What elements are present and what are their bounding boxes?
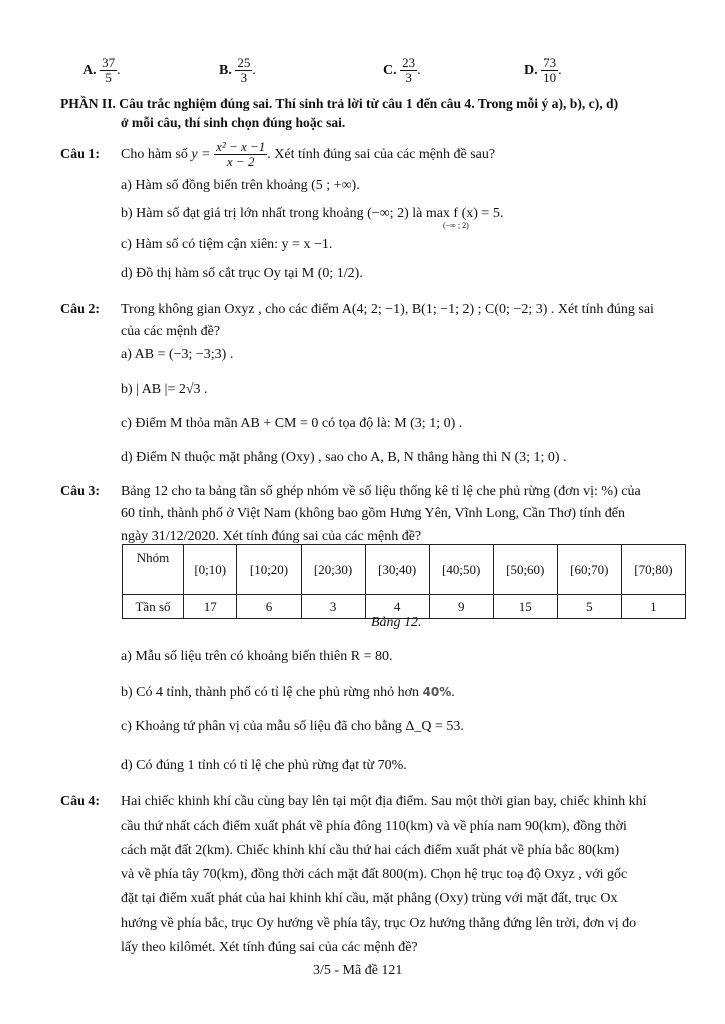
answer-b: B. $\frac{25}{3}$ . xyxy=(219,55,256,86)
q3-statement-c: c) Khoảng tứ phân vị của mẫu số liệu đã cho bằng Δ_Q = 53. xyxy=(121,719,464,734)
q1-statement-b-subscript: (−∞ ; 2) xyxy=(443,221,469,230)
table-group-cell: [50;60) xyxy=(493,545,557,595)
table-group-cell: [30;40) xyxy=(365,545,429,595)
q1-function-fraction: $\frac{\text{x² − x −1}}{x - 2}$ xyxy=(216,138,266,170)
q1-statement-a: a) Hàm số đồng biến trên khoảng (5 ; +∞). xyxy=(121,178,360,193)
answer-c-fraction: $\frac{23}{3}$ xyxy=(402,55,416,86)
q1-statement-c: c) Hàm số có tiệm cận xiên: y = x −1. xyxy=(121,237,333,252)
answer-a-fraction: $\frac{37}{5}$ xyxy=(102,55,116,86)
q1-intro-a: Cho hàm số xyxy=(121,147,188,162)
q1-label: Câu 1: xyxy=(60,147,101,162)
q1-intro: Cho hàm số y = $\frac{\text{x² − x −1}}{x - 2}$ . Xét tính đúng sai của các mệnh đề sau? xyxy=(121,138,496,170)
part2-title-line1: PHẦN II. Câu trắc nghiệm đúng sai. Thí sinh trả lời từ câu 1 đến câu 4. Trong mỗi ý a), b), c), d) xyxy=(60,96,619,111)
table-freq-cell: 4 xyxy=(365,595,429,619)
q2-line2: của các mệnh đề? xyxy=(121,324,221,339)
q3-label: Câu 3: xyxy=(60,484,101,499)
q2-statement-b: b) | AB |= 2√3 . xyxy=(121,382,208,397)
table-freq-cell: 5 xyxy=(557,595,621,619)
q4-line7: lấy theo kilômét. Xét tính đúng sai của các mệnh đề? xyxy=(121,940,418,955)
answer-d-letter: D. xyxy=(524,63,538,79)
answer-c: C. $\frac{23}{3}$ . xyxy=(383,55,421,86)
q2-statement-c: c) Điểm M thỏa mãn AB + CM = 0 có tọa độ là: M (3; 1; 0) . xyxy=(121,416,463,431)
q3-statement-b-end: . xyxy=(451,685,455,700)
answer-b-letter: B. xyxy=(219,63,232,79)
q3-statement-b-text: b) Có 4 tỉnh, thành phố có tỉ lệ che phủ rừng nhỏ hơn xyxy=(121,685,420,700)
table-header-nhom: Nhóm xyxy=(123,545,184,595)
q3-statement-b xyxy=(121,683,455,702)
table-group-cell: [10;20) xyxy=(237,545,301,595)
q4-line5: đặt tại điểm xuất phát của hai khinh khí cầu, mặt phẳng (Oxy) trùng với mặt đất, trục Ox xyxy=(121,891,618,906)
answer-d: D. $\frac{73}{10}$ . xyxy=(524,55,562,86)
q1-statement-d: d) Đồ thị hàm số cắt trục Oy tại M (0; 1/2). xyxy=(121,266,363,281)
table-group-cell: [60;70) xyxy=(557,545,621,595)
q4-line4: và về phía tây 70(km), đồng thời cách mặt đất 800(m). Chọn hệ trục toạ độ Oxyz , với gốc xyxy=(121,867,628,882)
answer-a: A. $\frac{37}{5}$ . xyxy=(83,55,121,86)
table-row-groups xyxy=(123,545,686,595)
q3-line3: ngày 31/12/2020. Xét tính đúng sai của các mệnh đề? xyxy=(121,529,422,544)
table-freq-cell: 1 xyxy=(621,595,685,619)
q4-label: Câu 4: xyxy=(60,794,101,809)
q3-line1: Bảng 12 cho ta bảng tần số ghép nhóm về số liệu thống kê tỉ lệ che phủ rừng (đơn vị: %) của xyxy=(121,484,641,499)
answer-c-letter: C. xyxy=(383,63,397,79)
q1-statement-b: b) Hàm số đạt giá trị lớn nhất trong khoảng (−∞; 2) là max f (x) = 5. xyxy=(121,206,504,221)
table-freq-cell: 15 xyxy=(493,595,557,619)
table-freq-cell: 17 xyxy=(184,595,237,619)
answer-d-fraction: $\frac{73}{10}$ xyxy=(543,55,557,86)
table-caption: Bảng 12. xyxy=(371,615,422,630)
table-group-cell: [40;50) xyxy=(429,545,493,595)
q1-intro-b: . Xét tính đúng sai của các mệnh đề sau? xyxy=(267,147,496,162)
table-freq-cell: 6 xyxy=(237,595,301,619)
q2-label: Câu 2: xyxy=(60,302,101,317)
table-header-tanso: Tần số xyxy=(123,595,184,619)
q4-line1: Hai chiếc khinh khí cầu cùng bay lên tại một địa điểm. Sau một thời gian bay, chiếc khinh khí xyxy=(121,794,647,809)
table-freq-cell: 9 xyxy=(429,595,493,619)
q3-statement-d: d) Có đúng 1 tỉnh có tỉ lệ che phủ rừng đạt từ 70%. xyxy=(121,758,407,773)
q4-line6: hướng về phía bắc, trục Oy hướng về phía tây, trục Oz hướng thẳng đứng lên trời, đơn vị đo xyxy=(121,916,637,931)
table-group-cell: [70;80) xyxy=(621,545,685,595)
table-group-cell: [0;10) xyxy=(184,545,237,595)
q3-statement-b-value: 40% xyxy=(422,685,452,699)
q3-statement-a: a) Mẫu số liệu trên có khoảng biến thiên R = 80. xyxy=(121,649,393,664)
q4-line2: cầu thứ nhất cách điểm xuất phát về phía đông 110(km) và về phía nam 90(km), đồng thời xyxy=(121,819,627,834)
answer-b-fraction: $\frac{25}{3}$ xyxy=(237,55,251,86)
table-freq-cell: 3 xyxy=(301,595,365,619)
q4-line3: cách mặt đất 2(km). Chiếc khinh khí cầu thứ hai cách điểm xuất phát về phía bắc 80(km) xyxy=(121,843,620,858)
q2-statement-a: a) AB = (−3; −3;3) . xyxy=(121,347,234,362)
page-footer: 3/5 - Mã đề 121 xyxy=(313,963,403,978)
part2-title-line2: ở mỗi câu, thí sinh chọn đúng hoặc sai. xyxy=(121,115,346,130)
q2-line1: Trong không gian Oxyz , cho các điểm A(4; 2; −1), B(1; −1; 2) ; C(0; −2; 3) . Xét tính đúng sai xyxy=(121,302,654,317)
frequency-table xyxy=(122,544,686,619)
table-group-cell: [20;30) xyxy=(301,545,365,595)
answer-a-letter: A. xyxy=(83,63,97,79)
q3-line2: 60 tỉnh, thành phố ở Việt Nam (không bao gồm Hưng Yên, Vĩnh Long, Cần Thơ) tính đến xyxy=(121,506,625,521)
q2-statement-d: d) Điểm N thuộc mặt phẳng (Oxy) , sao cho A, B, N thẳng hàng thì N (3; 1; 0) . xyxy=(121,450,567,465)
